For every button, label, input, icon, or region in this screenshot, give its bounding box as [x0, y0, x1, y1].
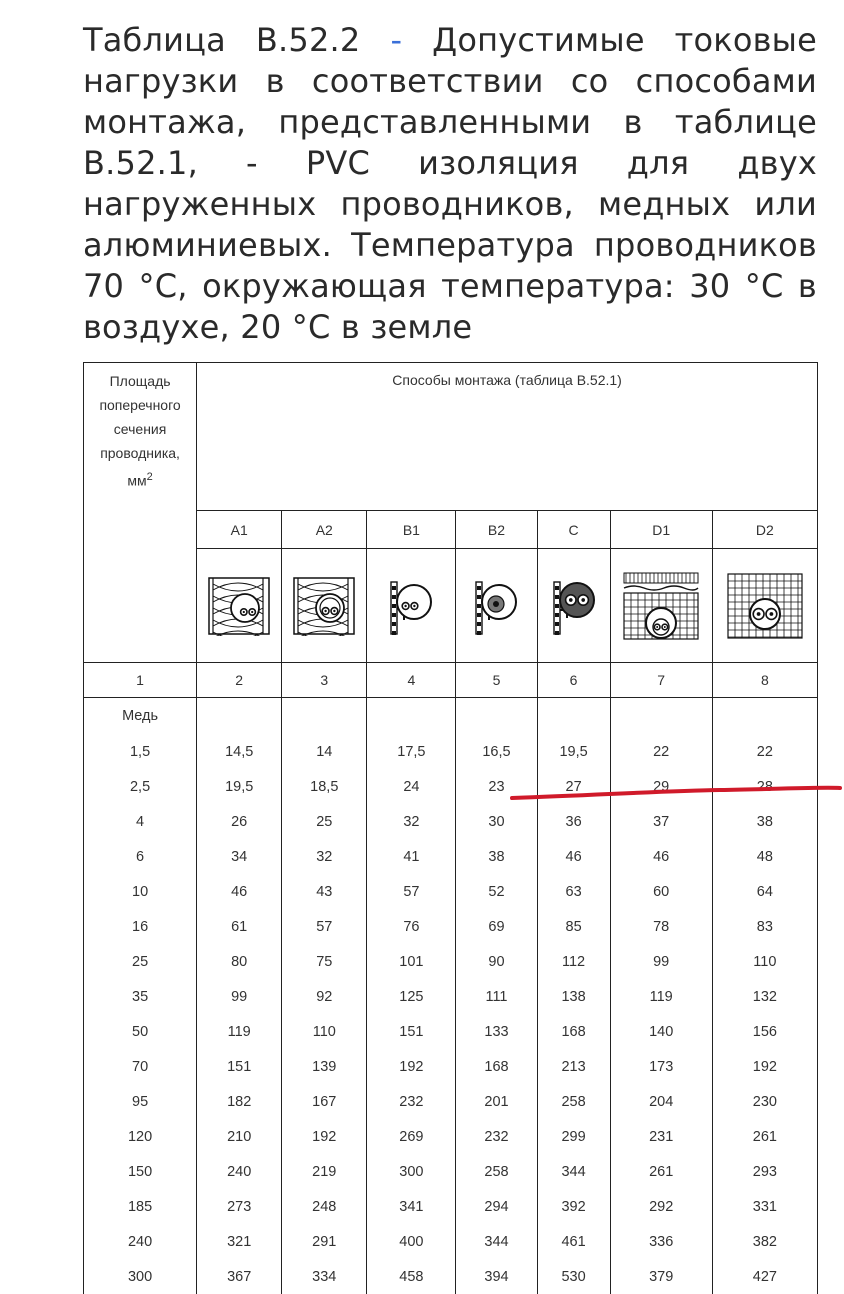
- current-value-cell: 48: [712, 839, 817, 874]
- current-value-cell: 17,5: [367, 734, 456, 769]
- title-description: Допустимые токовые нагрузки в соответствии со способами монтажа, представленными в таблице В.52.1, - PVC изоляция для двух нагруженных проводников, медных или алюминиевых. Температура проводников 70 °C, окружающая температура: 30 °C в воздухе, 20 °C в земле: [83, 21, 818, 346]
- current-value-cell: 151: [367, 1014, 456, 1049]
- current-value-cell: 22: [610, 734, 712, 769]
- current-value-cell: 204: [610, 1084, 712, 1119]
- method-code-cell: A2: [282, 511, 367, 549]
- current-value-cell: 344: [537, 1154, 610, 1189]
- current-value-cell: 341: [367, 1189, 456, 1224]
- current-value-cell: 156: [712, 1014, 817, 1049]
- method-code-cell: D1: [610, 511, 712, 549]
- current-value-cell: 336: [610, 1224, 712, 1259]
- current-value-cell: 258: [456, 1154, 537, 1189]
- current-value-cell: 261: [610, 1154, 712, 1189]
- area-unit: $мм^2$: [127, 471, 153, 489]
- current-value-cell: 99: [610, 944, 712, 979]
- cross-section-cell: 50: [84, 1014, 197, 1049]
- column-number-cell: 1: [84, 663, 197, 698]
- cross-section-cell: 10: [84, 874, 197, 909]
- current-value-cell: 30: [456, 804, 537, 839]
- current-value-cell: 230: [712, 1084, 817, 1119]
- current-value-cell: 138: [537, 979, 610, 1014]
- current-value-cell: 41: [367, 839, 456, 874]
- table-row: [84, 839, 818, 874]
- current-value-cell: 219: [282, 1154, 367, 1189]
- current-value-cell: 38: [456, 839, 537, 874]
- cross-section-cell: 35: [84, 979, 197, 1014]
- current-value-cell: 60: [610, 874, 712, 909]
- current-value-cell: 64: [712, 874, 817, 909]
- current-value-cell: 27: [537, 769, 610, 804]
- column-number-cell: 8: [712, 663, 817, 698]
- table-row: [84, 874, 818, 909]
- current-value-cell: 210: [197, 1119, 282, 1154]
- current-value-cell: 382: [712, 1224, 817, 1259]
- current-value-cell: 392: [537, 1189, 610, 1224]
- method-icon-cell: [197, 549, 282, 663]
- current-value-cell: 427: [712, 1259, 817, 1294]
- method-icon-cell: [282, 549, 367, 663]
- material-label: Медь: [84, 698, 197, 735]
- current-value-cell: 69: [456, 909, 537, 944]
- current-value-cell: 379: [610, 1259, 712, 1294]
- cable-clipped-to-wall-icon: [538, 576, 610, 636]
- method-icon-cell: [367, 549, 456, 663]
- current-value-cell: 52: [456, 874, 537, 909]
- current-value-cell: 133: [456, 1014, 537, 1049]
- current-value-cell: 294: [456, 1189, 537, 1224]
- current-value-cell: 14: [282, 734, 367, 769]
- current-value-cell: 36: [537, 804, 610, 839]
- current-value-cell: 83: [712, 909, 817, 944]
- cross-section-cell: 16: [84, 909, 197, 944]
- title-table-ref: Таблица В.52.2: [83, 21, 361, 59]
- current-value-cell: 168: [537, 1014, 610, 1049]
- current-value-cell: 57: [282, 909, 367, 944]
- cross-section-cell: 150: [84, 1154, 197, 1189]
- cross-section-cell: 95: [84, 1084, 197, 1119]
- cross-section-cell: 6: [84, 839, 197, 874]
- current-value-cell: 37: [610, 804, 712, 839]
- current-value-cell: 344: [456, 1224, 537, 1259]
- current-value-cell: 258: [537, 1084, 610, 1119]
- current-value-cell: 331: [712, 1189, 817, 1224]
- table-row: [84, 1119, 818, 1154]
- current-value-cell: 291: [282, 1224, 367, 1259]
- current-value-cell: 321: [197, 1224, 282, 1259]
- table-row: [84, 804, 818, 839]
- current-value-cell: 38: [712, 804, 817, 839]
- current-value-cell: 394: [456, 1259, 537, 1294]
- current-value-cell: 46: [537, 839, 610, 874]
- current-value-cell: 292: [610, 1189, 712, 1224]
- current-value-cell: 293: [712, 1154, 817, 1189]
- method-code-cell: B2: [456, 511, 537, 549]
- table-row: [84, 1084, 818, 1119]
- table-row: [84, 1154, 818, 1189]
- current-value-cell: 231: [610, 1119, 712, 1154]
- current-value-cell: 167: [282, 1084, 367, 1119]
- column-number-cell: 4: [367, 663, 456, 698]
- current-value-cell: 192: [712, 1049, 817, 1084]
- current-value-cell: 78: [610, 909, 712, 944]
- current-value-cell: 139: [282, 1049, 367, 1084]
- column-number-cell: 5: [456, 663, 537, 698]
- column-number-cell: 3: [282, 663, 367, 698]
- table-row: [84, 979, 818, 1014]
- current-value-cell: 34: [197, 839, 282, 874]
- current-value-cell: 46: [610, 839, 712, 874]
- current-value-cell: 151: [197, 1049, 282, 1084]
- current-value-cell: 63: [537, 874, 610, 909]
- current-value-cell: 18,5: [282, 769, 367, 804]
- cross-section-cell: 185: [84, 1189, 197, 1224]
- table-row: [84, 734, 818, 769]
- current-value-cell: 530: [537, 1259, 610, 1294]
- current-value-cell: 213: [537, 1049, 610, 1084]
- column-number-cell: 2: [197, 663, 282, 698]
- cross-section-cell: 240: [84, 1224, 197, 1259]
- current-value-cell: 43: [282, 874, 367, 909]
- current-value-cell: 125: [367, 979, 456, 1014]
- current-value-cell: 182: [197, 1084, 282, 1119]
- current-value-cell: 119: [197, 1014, 282, 1049]
- current-value-cell: 19,5: [197, 769, 282, 804]
- current-value-cell: 173: [610, 1049, 712, 1084]
- current-value-cell: 24: [367, 769, 456, 804]
- cross-section-cell: 300: [84, 1259, 197, 1294]
- current-value-cell: 112: [537, 944, 610, 979]
- current-value-cell: 26: [197, 804, 282, 839]
- table-row: [84, 1014, 818, 1049]
- method-icon-cell: [456, 549, 537, 663]
- method-icon-cell: [610, 549, 712, 663]
- duct-in-ground-icon: [611, 571, 712, 641]
- conduit-on-wall-icon: [367, 576, 455, 636]
- cross-section-cell: 1,5: [84, 734, 197, 769]
- current-value-cell: 25: [282, 804, 367, 839]
- current-value-cell: 22: [712, 734, 817, 769]
- current-value-cell: 85: [537, 909, 610, 944]
- methods-header: Способы монтажа (таблица В.52.1): [197, 363, 818, 511]
- current-value-cell: 76: [367, 909, 456, 944]
- table-row: [84, 909, 818, 944]
- current-value-cell: 168: [456, 1049, 537, 1084]
- current-value-cell: 334: [282, 1259, 367, 1294]
- cross-section-cell: 70: [84, 1049, 197, 1084]
- table-row: [84, 1259, 818, 1294]
- area-header-cell: [84, 363, 197, 663]
- current-value-cell: 75: [282, 944, 367, 979]
- table-row: [84, 1049, 818, 1084]
- insulated-wall-conduit-icon: [197, 576, 281, 636]
- current-value-cell: 32: [282, 839, 367, 874]
- current-value-cell: 80: [197, 944, 282, 979]
- column-number-cell: 7: [610, 663, 712, 698]
- current-value-cell: 19,5: [537, 734, 610, 769]
- current-value-cell: 110: [712, 944, 817, 979]
- current-value-cell: 101: [367, 944, 456, 979]
- column-numbers-row: [84, 663, 818, 698]
- method-code-cell: A1: [197, 511, 282, 549]
- current-value-cell: 192: [367, 1049, 456, 1084]
- current-value-cell: 299: [537, 1119, 610, 1154]
- current-value-cell: 46: [197, 874, 282, 909]
- table-row: [84, 1189, 818, 1224]
- cross-section-cell: 2,5: [84, 769, 197, 804]
- table-row: [84, 944, 818, 979]
- method-icon-cell: [712, 549, 817, 663]
- method-code-cell: B1: [367, 511, 456, 549]
- cross-section-cell: 4: [84, 804, 197, 839]
- cross-section-cell: 25: [84, 944, 197, 979]
- current-value-cell: 367: [197, 1259, 282, 1294]
- material-row: [84, 698, 818, 735]
- current-value-cell: 119: [610, 979, 712, 1014]
- method-icon-cell: [537, 549, 610, 663]
- current-value-cell: 232: [367, 1084, 456, 1119]
- current-value-cell: 261: [712, 1119, 817, 1154]
- current-value-cell: 300: [367, 1154, 456, 1189]
- area-header-label: Площадь поперечного сечения проводника,: [99, 373, 181, 461]
- table-row: [84, 769, 818, 804]
- insulated-wall-cable-conduit-icon: [282, 576, 366, 636]
- title-dash: -: [390, 21, 403, 59]
- current-value-cell: 132: [712, 979, 817, 1014]
- cable-conduit-on-wall-icon: [456, 576, 536, 636]
- current-value-cell: 458: [367, 1259, 456, 1294]
- current-value-cell: 28: [712, 769, 817, 804]
- current-value-cell: 400: [367, 1224, 456, 1259]
- current-value-cell: 232: [456, 1119, 537, 1154]
- method-code-cell: C: [537, 511, 610, 549]
- current-value-cell: 57: [367, 874, 456, 909]
- current-value-cell: 140: [610, 1014, 712, 1049]
- current-value-cell: 32: [367, 804, 456, 839]
- current-value-cell: 90: [456, 944, 537, 979]
- current-value-cell: 14,5: [197, 734, 282, 769]
- current-value-cell: 461: [537, 1224, 610, 1259]
- current-value-cell: 111: [456, 979, 537, 1014]
- current-value-cell: 192: [282, 1119, 367, 1154]
- current-capacity-table: [83, 362, 818, 1294]
- current-value-cell: 110: [282, 1014, 367, 1049]
- current-value-cell: 61: [197, 909, 282, 944]
- current-value-cell: 23: [456, 769, 537, 804]
- page-title: [83, 20, 817, 348]
- current-value-cell: 201: [456, 1084, 537, 1119]
- table-row: [84, 1224, 818, 1259]
- column-number-cell: 6: [537, 663, 610, 698]
- current-value-cell: 269: [367, 1119, 456, 1154]
- cross-section-cell: 120: [84, 1119, 197, 1154]
- current-value-cell: 29: [610, 769, 712, 804]
- method-code-cell: D2: [712, 511, 817, 549]
- current-value-cell: 248: [282, 1189, 367, 1224]
- cable-in-ground-icon: [713, 572, 817, 640]
- current-value-cell: 273: [197, 1189, 282, 1224]
- current-value-cell: 99: [197, 979, 282, 1014]
- current-value-cell: 16,5: [456, 734, 537, 769]
- current-value-cell: 92: [282, 979, 367, 1014]
- current-value-cell: 240: [197, 1154, 282, 1189]
